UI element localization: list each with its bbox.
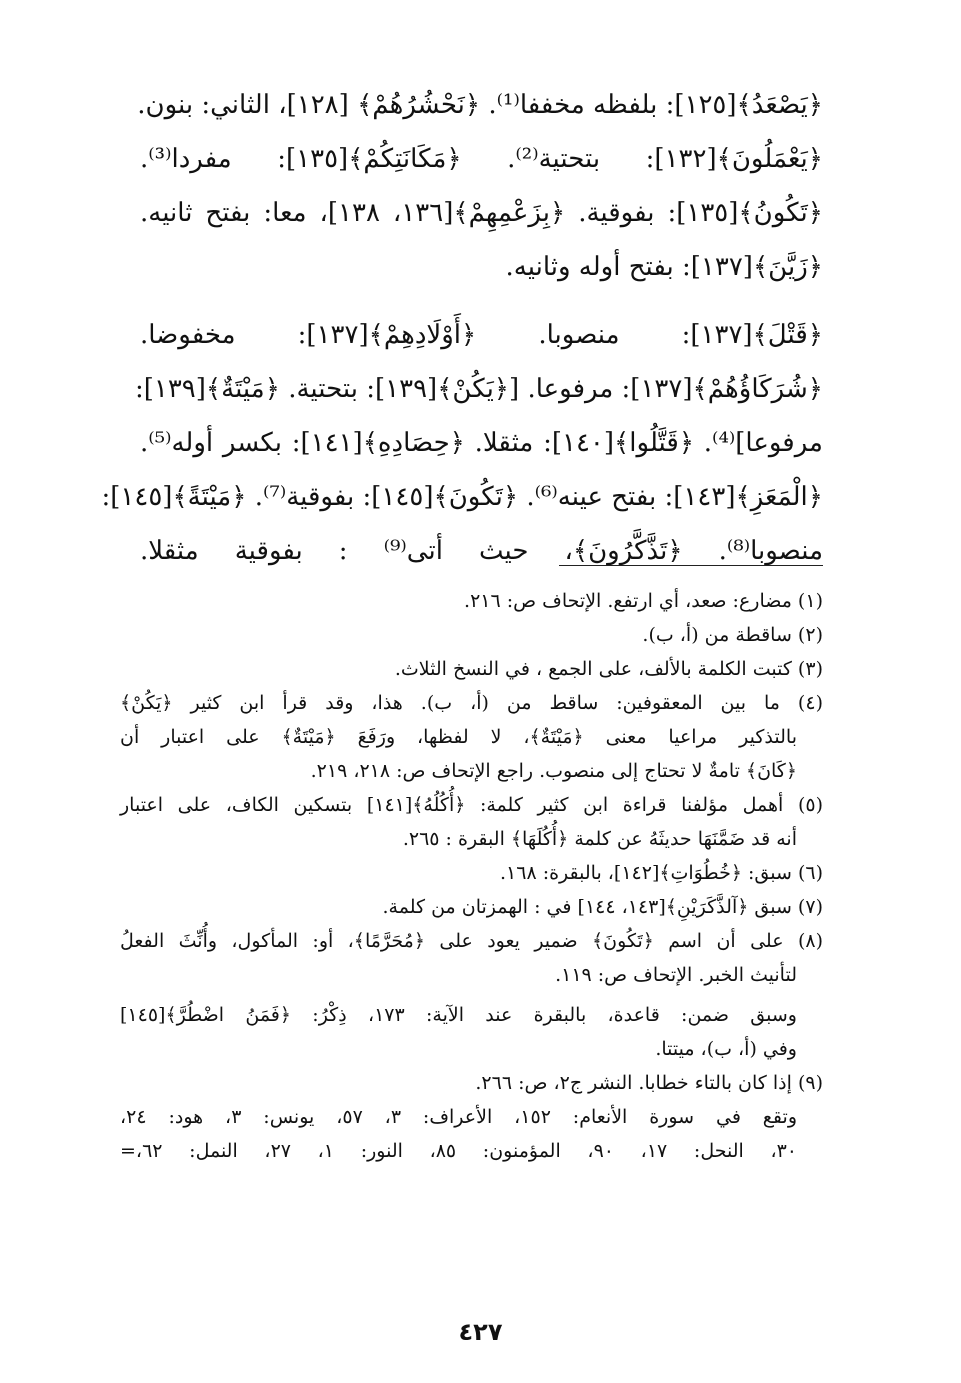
footnote-9-continued: وتقع في سورة الأنعام: ١٥٢، الأعراف: ٣، ٥٧، يونس: ٣، هود: ٢٤،	[120, 1106, 797, 1128]
text-line: ﴿زَيَّنَ﴾[١٣٧]: بفتح أوله وثانيه.	[505, 252, 823, 282]
footnote-6: (٦) سبق: ﴿خُطُوَاتِ﴾[١٤٢]، بالبقرة: ١٦٨.	[499, 862, 823, 884]
footnote-8-continued: لتأنيث الخبر. الإتحاف ص: ١١٩.	[555, 964, 797, 986]
footnote-8-continued: وفي (أ، ب)، ميتتا.	[655, 1038, 797, 1060]
text-line: ﴿الْمَعَزِ﴾[١٤٣]: بفتح عينه⁽⁶⁾. ﴿تَكُونَ﴾[١٤٥]: بفوقية⁽⁷⁾. ﴿مَيْتَةً﴾[١٤٥]:	[101, 482, 823, 512]
page-number: ٤٢٧	[458, 1318, 503, 1346]
text-line: ﴿قَتْلَ﴾[١٣٧]: منصوبا. ﴿أَوْلَادِهِمْ﴾[١٣٧]: مخفوضا.	[140, 320, 823, 350]
footnote-separator	[559, 565, 823, 566]
footnote-3: (٣) كتبت الكلمة بالألف، على الجمع ، في النسخ الثلاث.	[394, 658, 823, 680]
main-text	[101, 78, 823, 578]
text-line: ﴿يَعْمَلُونَ﴾[١٣٢]: بتحتية⁽²⁾. ﴿مَكَانَتِكُمْ﴾[١٣٥]: مفردا⁽³⁾.	[140, 144, 823, 174]
footnote-1: (١) مضارع: صعد، أي ارتفع. الإتحاف ص: ٢١٦.	[464, 590, 823, 612]
text-line: ﴿شُرَكَاؤُهُمْ﴾[١٣٧]: مرفوعا. [﴿يَكُنْ﴾[١٣٩]: بتحتية. ﴿مَيْتَةٌ﴾[١٣٩]:	[134, 374, 823, 404]
text-line: مرفوعا]⁽⁴⁾. ﴿قَتَّلُوا﴾[١٤٠]: مثقلا. ﴿حِصَادِهِ﴾[١٤١]: بكسر أوله⁽⁵⁾.	[140, 428, 823, 458]
footnote-9-continued: ٣٠، النحل: ١٧، ٩٠، المؤمنون: ٨٥، النور: ١، ٢٧، النمل: ٦٢،=	[120, 1140, 798, 1162]
footnote-9: (٩) إذا كان بالتاء خطابا. النشر ج٢، ص: ٢٦٦.	[475, 1072, 823, 1094]
footnote-5-continued: أنه قد ضَمَّنَهَا حديثَهُ عن كلمة ﴿أُكُلَهَا﴾ البقرة : ٢٦٥.	[402, 828, 797, 850]
footnote-5: (٥) أهمل مؤلفنا قراءة ابن كثير كلمة: ﴿أُكُلُهُ﴾[١٤١] بتسكين الكاف، على اعتبار	[120, 794, 823, 816]
text-line: منصوبا⁽⁸⁾. ﴿تَذَّكَّرُونَ﴾، حيث أتى⁽⁹⁾ : بفوقية مثقلا.	[140, 536, 823, 566]
footnote-7: (٧) سبق ﴿آلذَّكَرَيْنِ﴾[١٤٣، ١٤٤] في : الهمزتان من كلمة.	[382, 896, 823, 918]
text-line: ﴿يَصْعَدُ﴾[١٢٥]: بلفظه مخففا⁽¹⁾. ﴿نَحْشُرُهُمْ﴾ [١٢٨]، الثاني: بنون.	[137, 90, 823, 120]
footnotes	[120, 584, 823, 1168]
footnote-4: (٤) ما بين المعقوفين: ساقط من (أ، ب). هذا، وقد قرأ ابن كثير ﴿يَكُنْ﴾	[120, 692, 823, 714]
footnote-8-continued: وسبق ضمن: قاعدة، بالبقرة عند الآية: ١٧٣، ذِكْرُ: ﴿فَمَنُ اضْطُرَّ﴾[١٤٥]	[120, 1004, 797, 1026]
main-paragraph-2	[101, 308, 823, 578]
text-line: ﴿تَكُونُ﴾[١٣٥]: بفوقية. ﴿بِزَعْمِهِمْ﴾[١٣٦، ١٣٨]، معا: بفتح ثانيه.	[140, 198, 823, 228]
footnote-4-continued: بالتذكير مراعيا معنى ﴿مَيْتَةٌ﴾، لا لفظها، ورَفَعَ ﴿مَيْتَةٌ﴾ على اعتبار أن	[120, 726, 797, 748]
footnote-4-continued: ﴿كَانَ﴾ تامةٌ لا تحتاج إلى منصوب. راجع الإتحاف ص: ٢١٨، ٢١٩.	[310, 760, 797, 782]
main-paragraph-1	[137, 78, 823, 294]
footnote-8: (٨) على أن اسم ﴿تَكُونَ﴾ ضمير يعود على ﴿مُحَرَّمًا﴾، أو: المأكول، وأُنِّثَ الفعلُ	[120, 930, 823, 952]
footnote-2: (٢) ساقطة من (أ، ب).	[642, 624, 823, 646]
